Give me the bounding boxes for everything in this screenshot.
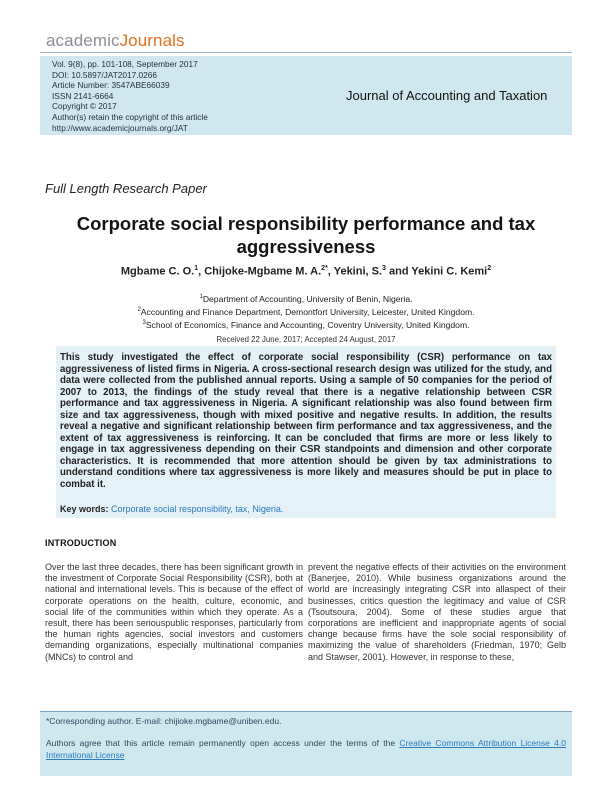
body-column-left: Over the last three decades, there has been significant growth in the investment of Corporate Social Responsibility (CSR), both at national and international levels. This is because of the effect of corporate operations on the health, culture, economic, and social life of the communities within which they operate. As a result, there has been seriouspublic responses, particularly from the human rights agencies, social investors and customers demanding organizations, especially multinational companies (MNCs) to control and: [45, 562, 303, 662]
license-text: Authors agree that this article remain permanently open access under the terms of the: [46, 738, 400, 748]
corresponding-author: *Corresponding author. E-mail: chijioke.mgbame@uniben.edu.: [46, 716, 282, 726]
journal-title: Journal of Accounting and Taxation: [346, 88, 548, 103]
abstract-text: This study investigated the effect of corporate social responsibility (CSR) performance on tax aggressiveness of listed firms in Nigeria. A cross-sectional research design was utilized for the study, and data were collected from the published annual reports. Using a sample of 50 companies for the period of 2007 to 2013, the findings of the study reveal that there is a negative relationship between CSR performance and tax aggressiveness in Nigeria. A significant relationship was also found between firm size and tax aggressiveness, though with mixed positive and negative results. In addition, the results reveal a negative and significant relationship between firm performance and tax aggressiveness, and the extent of tax aggressiveness is reinforcing. It can be concluded that firms are more or less likely to engage in tax aggressiveness depending on their CSR standpoints and dimension and other corporate characteristics. It is recommended that more attention should be given by tax administrations to understand conditions where tax aggressiveness is more likely and measures should be put in place to combat it.: [60, 352, 552, 490]
author-list: [40, 265, 572, 278]
license-link[interactable]: Creative Commons Attribution License 4.0 International License: [46, 738, 566, 760]
author-affil-marker: 2: [487, 265, 492, 272]
affiliation-marker: 2: [137, 306, 141, 313]
keywords-value: Corporate social responsibility, tax, Nigeria.: [111, 504, 284, 514]
author-name: Yekini C. Kemi: [411, 265, 488, 278]
logo-part-journals: Journals: [119, 31, 185, 50]
received-dates: Received 22 June, 2017; Accepted 24 August, 2017: [216, 335, 396, 344]
author-separator: and: [385, 265, 412, 278]
author-affil-marker: 2*: [321, 265, 328, 272]
keywords-label: Key words:: [60, 504, 109, 514]
affiliation-marker: 1: [199, 294, 203, 300]
affiliation-line: [40, 305, 572, 318]
meta-article-number: Article Number: 3547ABE66039: [52, 80, 170, 91]
body-column-right: prevent the negative effects of their activities on the environment (Banerjee, 2010). While business organizations around the world are increasingly integrating CSR into allaspect of their businesses, critics question the legitimacy and value of CSR (Tsoutsoura, 2004). Some of these studies argue that corporations are inefficient and inappropriate agents of social change because firms have the sole social responsibility of maximizing the value of shareholders (Friedman, 1970; Gelb and Stawser, 2001). However, in response to these,: [308, 562, 566, 662]
header-divider: [40, 52, 572, 53]
affiliation-text: Department of Accounting, University of Benin, Nigeria.: [202, 293, 413, 304]
author-separator: ,: [198, 265, 205, 278]
meta-doi: DOI: 10.5897/JAT2017.0266: [52, 69, 158, 80]
paper-title: Corporate social responsibility performance and tax aggressiveness: [76, 213, 536, 257]
author-name: Chijoke-Mgbame M. A.: [204, 265, 322, 278]
publisher-logo: [46, 31, 185, 51]
affiliation-marker: 3: [142, 319, 146, 326]
article-metadata: [52, 59, 208, 133]
author-affil-marker: 1: [194, 265, 199, 272]
affiliation-line: [40, 292, 572, 305]
logo-part-academic: academic: [46, 31, 120, 50]
section-heading: INTRODUCTION: [45, 538, 117, 548]
affiliation-text: Accounting and Finance Department, Demontfort University, Leicester, United Kingdom.: [140, 306, 475, 317]
author-affil-marker: 3: [382, 265, 386, 272]
meta-issn: ISSN 2141-6664: [52, 90, 114, 101]
license-notice: [46, 738, 566, 762]
author-name: Yekini, S.: [333, 265, 383, 278]
affiliation-text: School of Economics, Finance and Accounting, Coventry University, United Kingdom.: [145, 319, 470, 330]
affiliations: [40, 292, 572, 331]
meta-url[interactable]: http://www.academicjournals.org/JAT: [52, 122, 188, 133]
author-name: Mgbame C. O.: [120, 265, 195, 278]
meta-rights: Author(s) retain the copyright of this article: [52, 111, 208, 122]
keywords: [60, 504, 283, 514]
meta-volume: Vol. 9(8), pp. 101-108, September 2017: [52, 59, 198, 69]
author-separator: ,: [327, 265, 334, 278]
affiliation-line: [40, 318, 572, 331]
meta-copyright: Copyright © 2017: [52, 101, 117, 112]
paper-type: Full Length Research Paper: [45, 181, 207, 196]
